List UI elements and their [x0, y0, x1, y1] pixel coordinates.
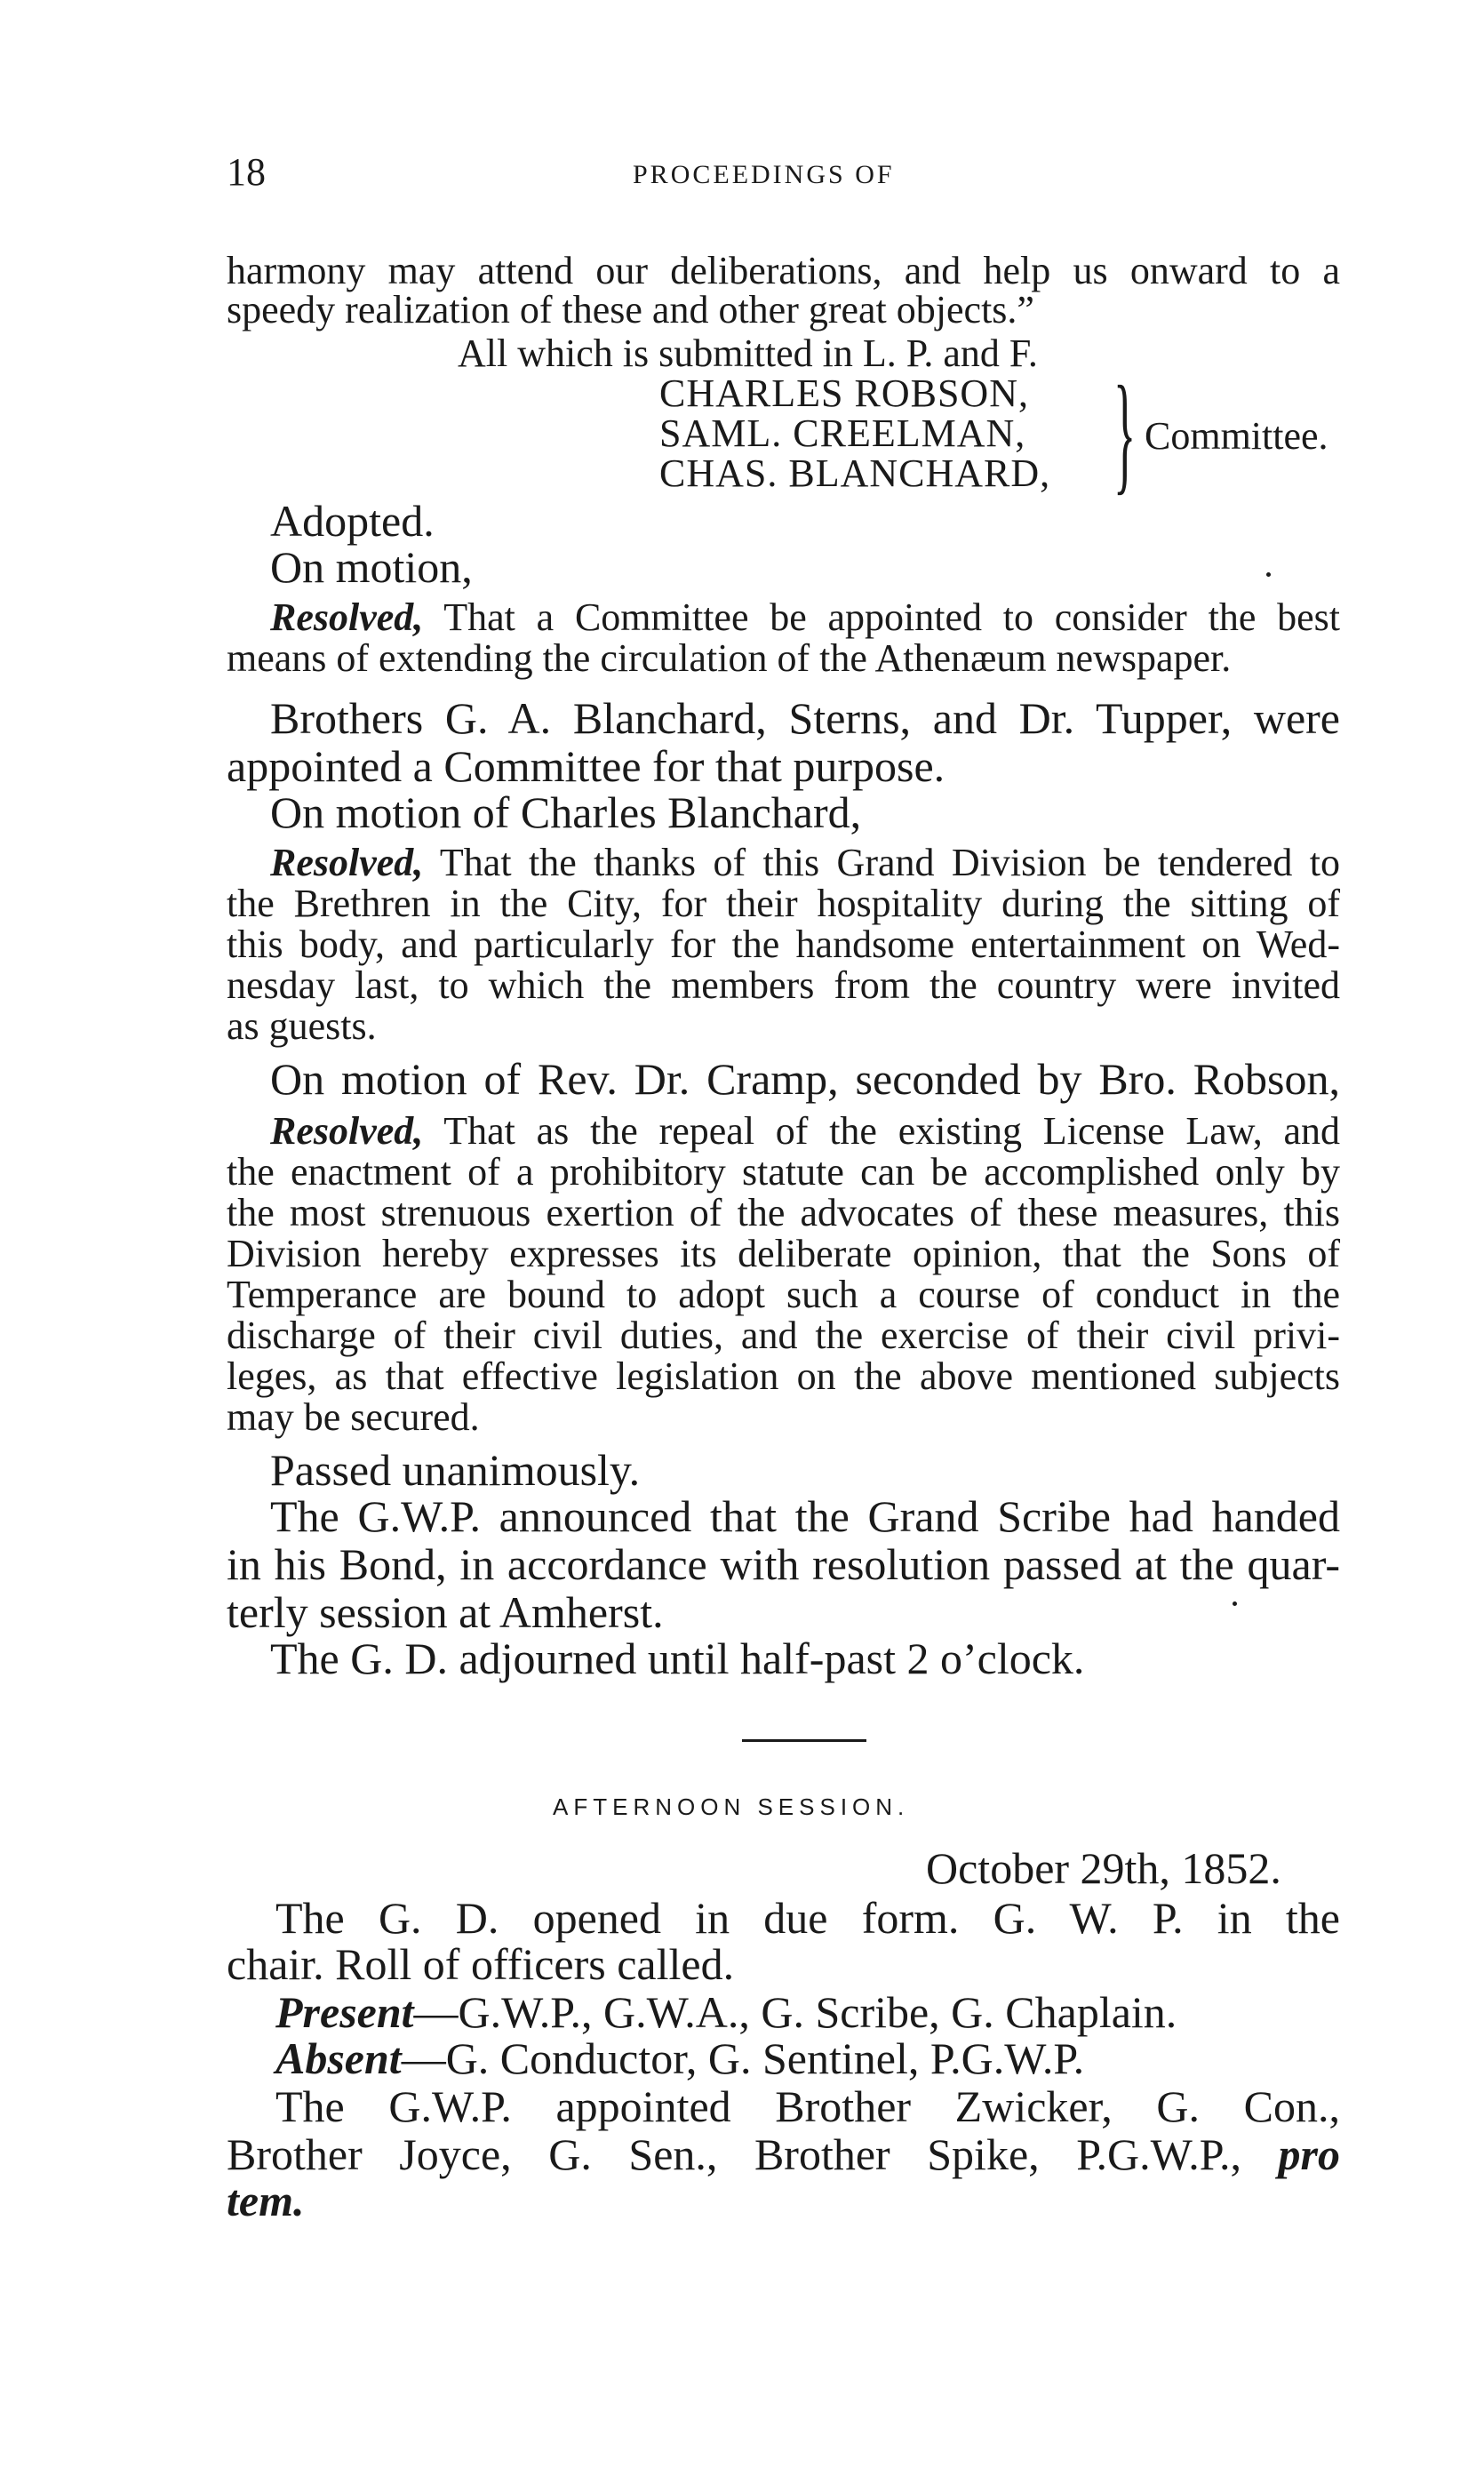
session-date: October 29th, 1852. [926, 1843, 1281, 1893]
signatory: CHAS. BLANCHARD, [659, 451, 1051, 495]
absent-line: Absent—G. Conductor, G. Sentinel, P.G.W.P. [275, 2033, 1085, 2083]
session-line: The G.W.P. appointed Brother Zwicker, G. Con., [275, 2081, 1340, 2131]
resolution-line: means of extending the circulation of the Athenæum newspaper. [227, 636, 1232, 680]
resolution-line: may be secured. [227, 1395, 480, 1439]
ink-speck [1233, 1601, 1237, 1606]
committee-label: Committee. [1145, 414, 1328, 458]
signatory: SAML. CREELMAN, [659, 411, 1026, 455]
running-title: PROCEEDINGS OF [633, 160, 895, 189]
on-motion-line: On motion, [270, 542, 473, 592]
session-line: Brother Joyce, G. Sen., Brother Spike, P.G.W.P., pro [227, 2129, 1340, 2179]
session-line: The G. D. opened in due form. G. W. P. in the [275, 1893, 1340, 1943]
submitted-line: All which is submitted in L. P. and F. [458, 331, 1038, 375]
adjourned-line: The G. D. adjourned until half-past 2 o’clock. [270, 1633, 1085, 1683]
motion-line: On motion of Rev. Dr. Cramp, seconded by Bro. Robson, [270, 1054, 1340, 1104]
section-heading: AFTERNOON SESSION. [553, 1793, 910, 1820]
page-number: 18 [227, 150, 266, 194]
resolution-line: Resolved, That a Committee be appointed to consider the best [270, 595, 1340, 639]
passed-line: Passed unanimously. [270, 1445, 641, 1495]
resolution-line: as guests. [227, 1004, 377, 1048]
appointment-line: Brothers G. A. Blanchard, Sterns, and Dr. Tupper, were [270, 693, 1340, 743]
present-line: Present—G.W.P., G.W.A., G. Scribe, G. Chaplain. [275, 1987, 1177, 2037]
session-line: tem. [227, 2176, 305, 2225]
resolution-line: this body, and particularly for the handsome entertainment on Wed- [227, 923, 1340, 966]
resolution-line: Resolved, That the thanks of this Grand Division be tendered to [270, 841, 1340, 884]
resolution-line: the enactment of a prohibitory statute can be accomplished only by [227, 1150, 1340, 1194]
announcement-line: in his Bond, in accordance with resolution passed at the quar- [227, 1539, 1340, 1589]
body-line: harmony may attend our deliberations, and help us onward to a [227, 249, 1340, 292]
session-line: chair. Roll of officers called. [227, 1939, 735, 1989]
resolution-line: Resolved, That as the repeal of the existing License Law, and [270, 1109, 1340, 1153]
resolution-line: nesday last, to which the members from the country were invited [227, 963, 1340, 1007]
resolution-line: the most strenuous exertion of the advocates of these measures, this [227, 1191, 1340, 1234]
motion-line: On motion of Charles Blanchard, [270, 787, 862, 837]
ink-speck [1266, 572, 1271, 577]
announcement-line: The G.W.P. announced that the Grand Scribe had handed [270, 1491, 1340, 1541]
resolution-line: the Brethren in the City, for their hospitality during the sitting of [227, 882, 1340, 925]
resolution-line: Division hereby expresses its deliberate opinion, that the Sons of [227, 1232, 1340, 1275]
body-line: speedy realization of these and other great objects.” [227, 288, 1034, 331]
signatory-brace: } [1113, 359, 1137, 507]
section-divider [742, 1739, 866, 1742]
resolution-line: Temperance are bound to adopt such a course of conduct in the [227, 1273, 1340, 1316]
signatory: CHARLES ROBSON, [659, 371, 1029, 415]
adopted-line: Adopted. [270, 496, 435, 546]
appointment-line: appointed a Committee for that purpose. [227, 741, 945, 791]
resolution-line: leges, as that effective legislation on the above mentioned subjects [227, 1354, 1340, 1398]
resolution-line: discharge of their civil duties, and the exercise of their civil privi- [227, 1314, 1340, 1357]
announcement-line: terly session at Amherst. [227, 1587, 664, 1637]
